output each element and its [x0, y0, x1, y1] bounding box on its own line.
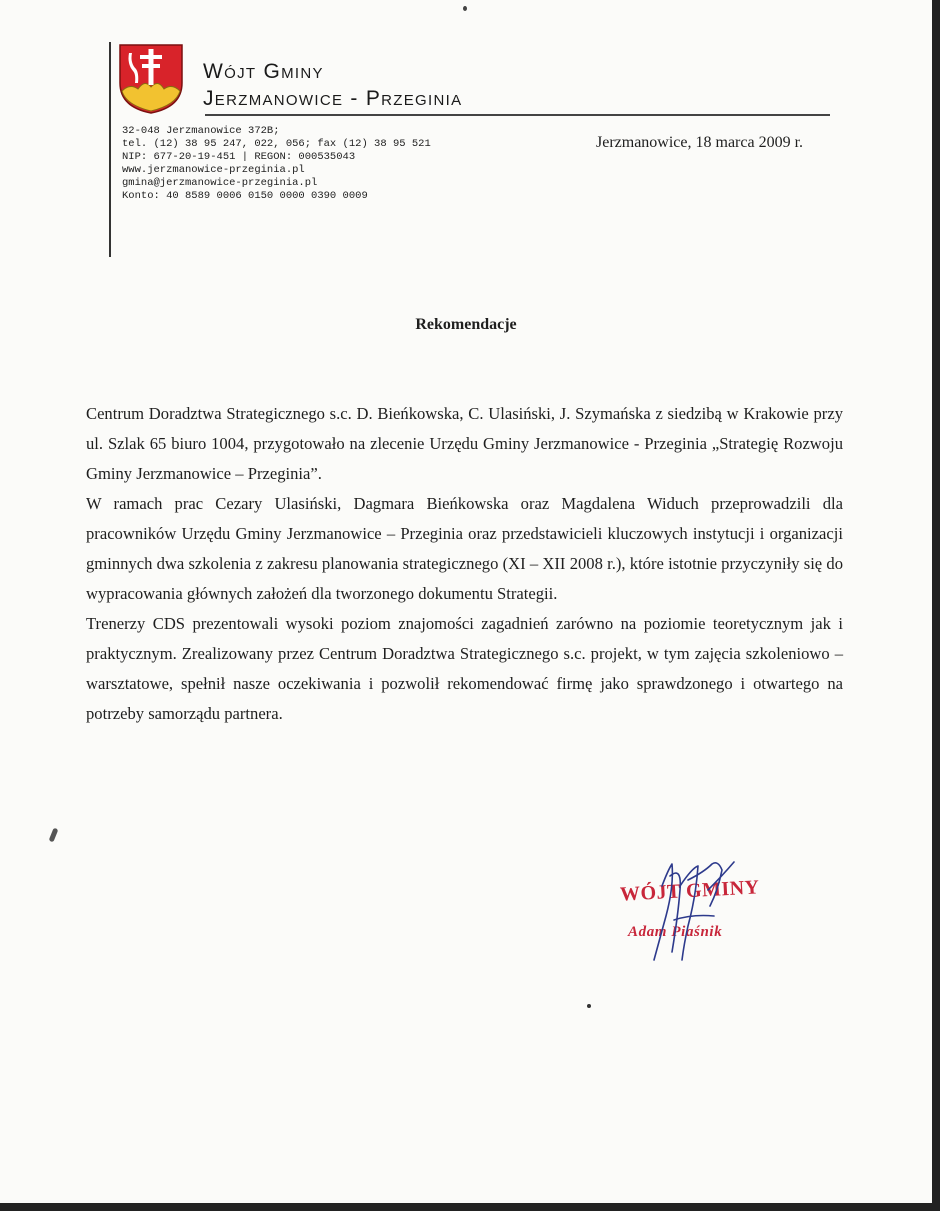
- contact-website: www.jerzmanowice-przeginia.pl: [122, 164, 305, 176]
- scan-speck: [49, 828, 59, 843]
- letterhead-title-line2: Jerzmanowice - Przeginia: [203, 87, 463, 110]
- contact-email: gmina@jerzmanowice-przeginia.pl: [122, 177, 318, 189]
- scan-speck: [587, 1004, 591, 1008]
- coat-of-arms-icon: [118, 43, 184, 115]
- letterhead-horizontal-rule: [205, 114, 830, 116]
- letterhead-title-line1: Wójt Gminy: [203, 60, 324, 83]
- document-body: [86, 399, 843, 729]
- scan-speck: [463, 6, 467, 11]
- body-paragraph-2: W ramach prac Cezary Ulasiński, Dagmara Bieńkowska oraz Magdalena Widuch przeprowadzili dla pracowników Urzędu Gminy Jerzmanowice – Przeginia oraz przedstawicieli kluczowych instytucji i organizacji gminnych dwa szkolenia z zakresu planowania strategicznego (XI – XII 2008 r.), które istotnie przyczyniły się do wypracowania głównych założeń dla tworzonego dokumentu Strategii.: [86, 494, 843, 603]
- place-and-date: Jerzmanowice, 18 marca 2009 r.: [596, 134, 804, 151]
- letterhead-vertical-rule: [109, 42, 111, 257]
- scan-border-bottom: [0, 1203, 940, 1211]
- document-title: Rekomendacje: [415, 316, 517, 333]
- stamp-name-text: Adam Piaśnik: [628, 924, 723, 940]
- letterhead-contact-block: [122, 125, 431, 203]
- contact-address: 32-048 Jerzmanowice 372B;: [122, 125, 280, 137]
- stamp-office-text: WÓJT GMINY: [619, 876, 761, 906]
- contact-bank-account: Konto: 40 8589 0006 0150 0000 0390 0009: [122, 190, 368, 202]
- contact-tax-ids: NIP: 677-20-19-451 | REGON: 000535043: [122, 151, 356, 163]
- letterhead-title: [203, 58, 462, 112]
- body-paragraph-3: Trenerzy CDS prezentowali wysoki poziom znajomości zagadnień zarówno na poziomie teoretycznym jak i praktycznym. Zrealizowany przez Centrum Doradztwa Strategicznego s.c. projekt, w tym zajęcia szkoleniowo – warsztatowe, spełnił nasze oczekiwania i pozwolił rekomendować firmę jako sprawdzonego i otwartego na potrzeby samorządu partnera.: [86, 614, 843, 723]
- body-paragraph-1: Centrum Doradztwa Strategicznego s.c. D. Bieńkowska, C. Ulasiński, J. Szymańska z siedzibą w Krakowie przy ul. Szlak 65 biuro 1004, przygotowało na zlecenie Urzędu Gminy Jerzmanowice - Przeginia „Strategię Rozwoju Gminy Jerzmanowice – Przeginia”.: [86, 404, 843, 483]
- signature-icon: [622, 856, 762, 976]
- contact-phone: tel. (12) 38 95 247, 022, 056; fax (12) 38 95 521: [122, 138, 431, 150]
- scan-border-right: [932, 0, 940, 1211]
